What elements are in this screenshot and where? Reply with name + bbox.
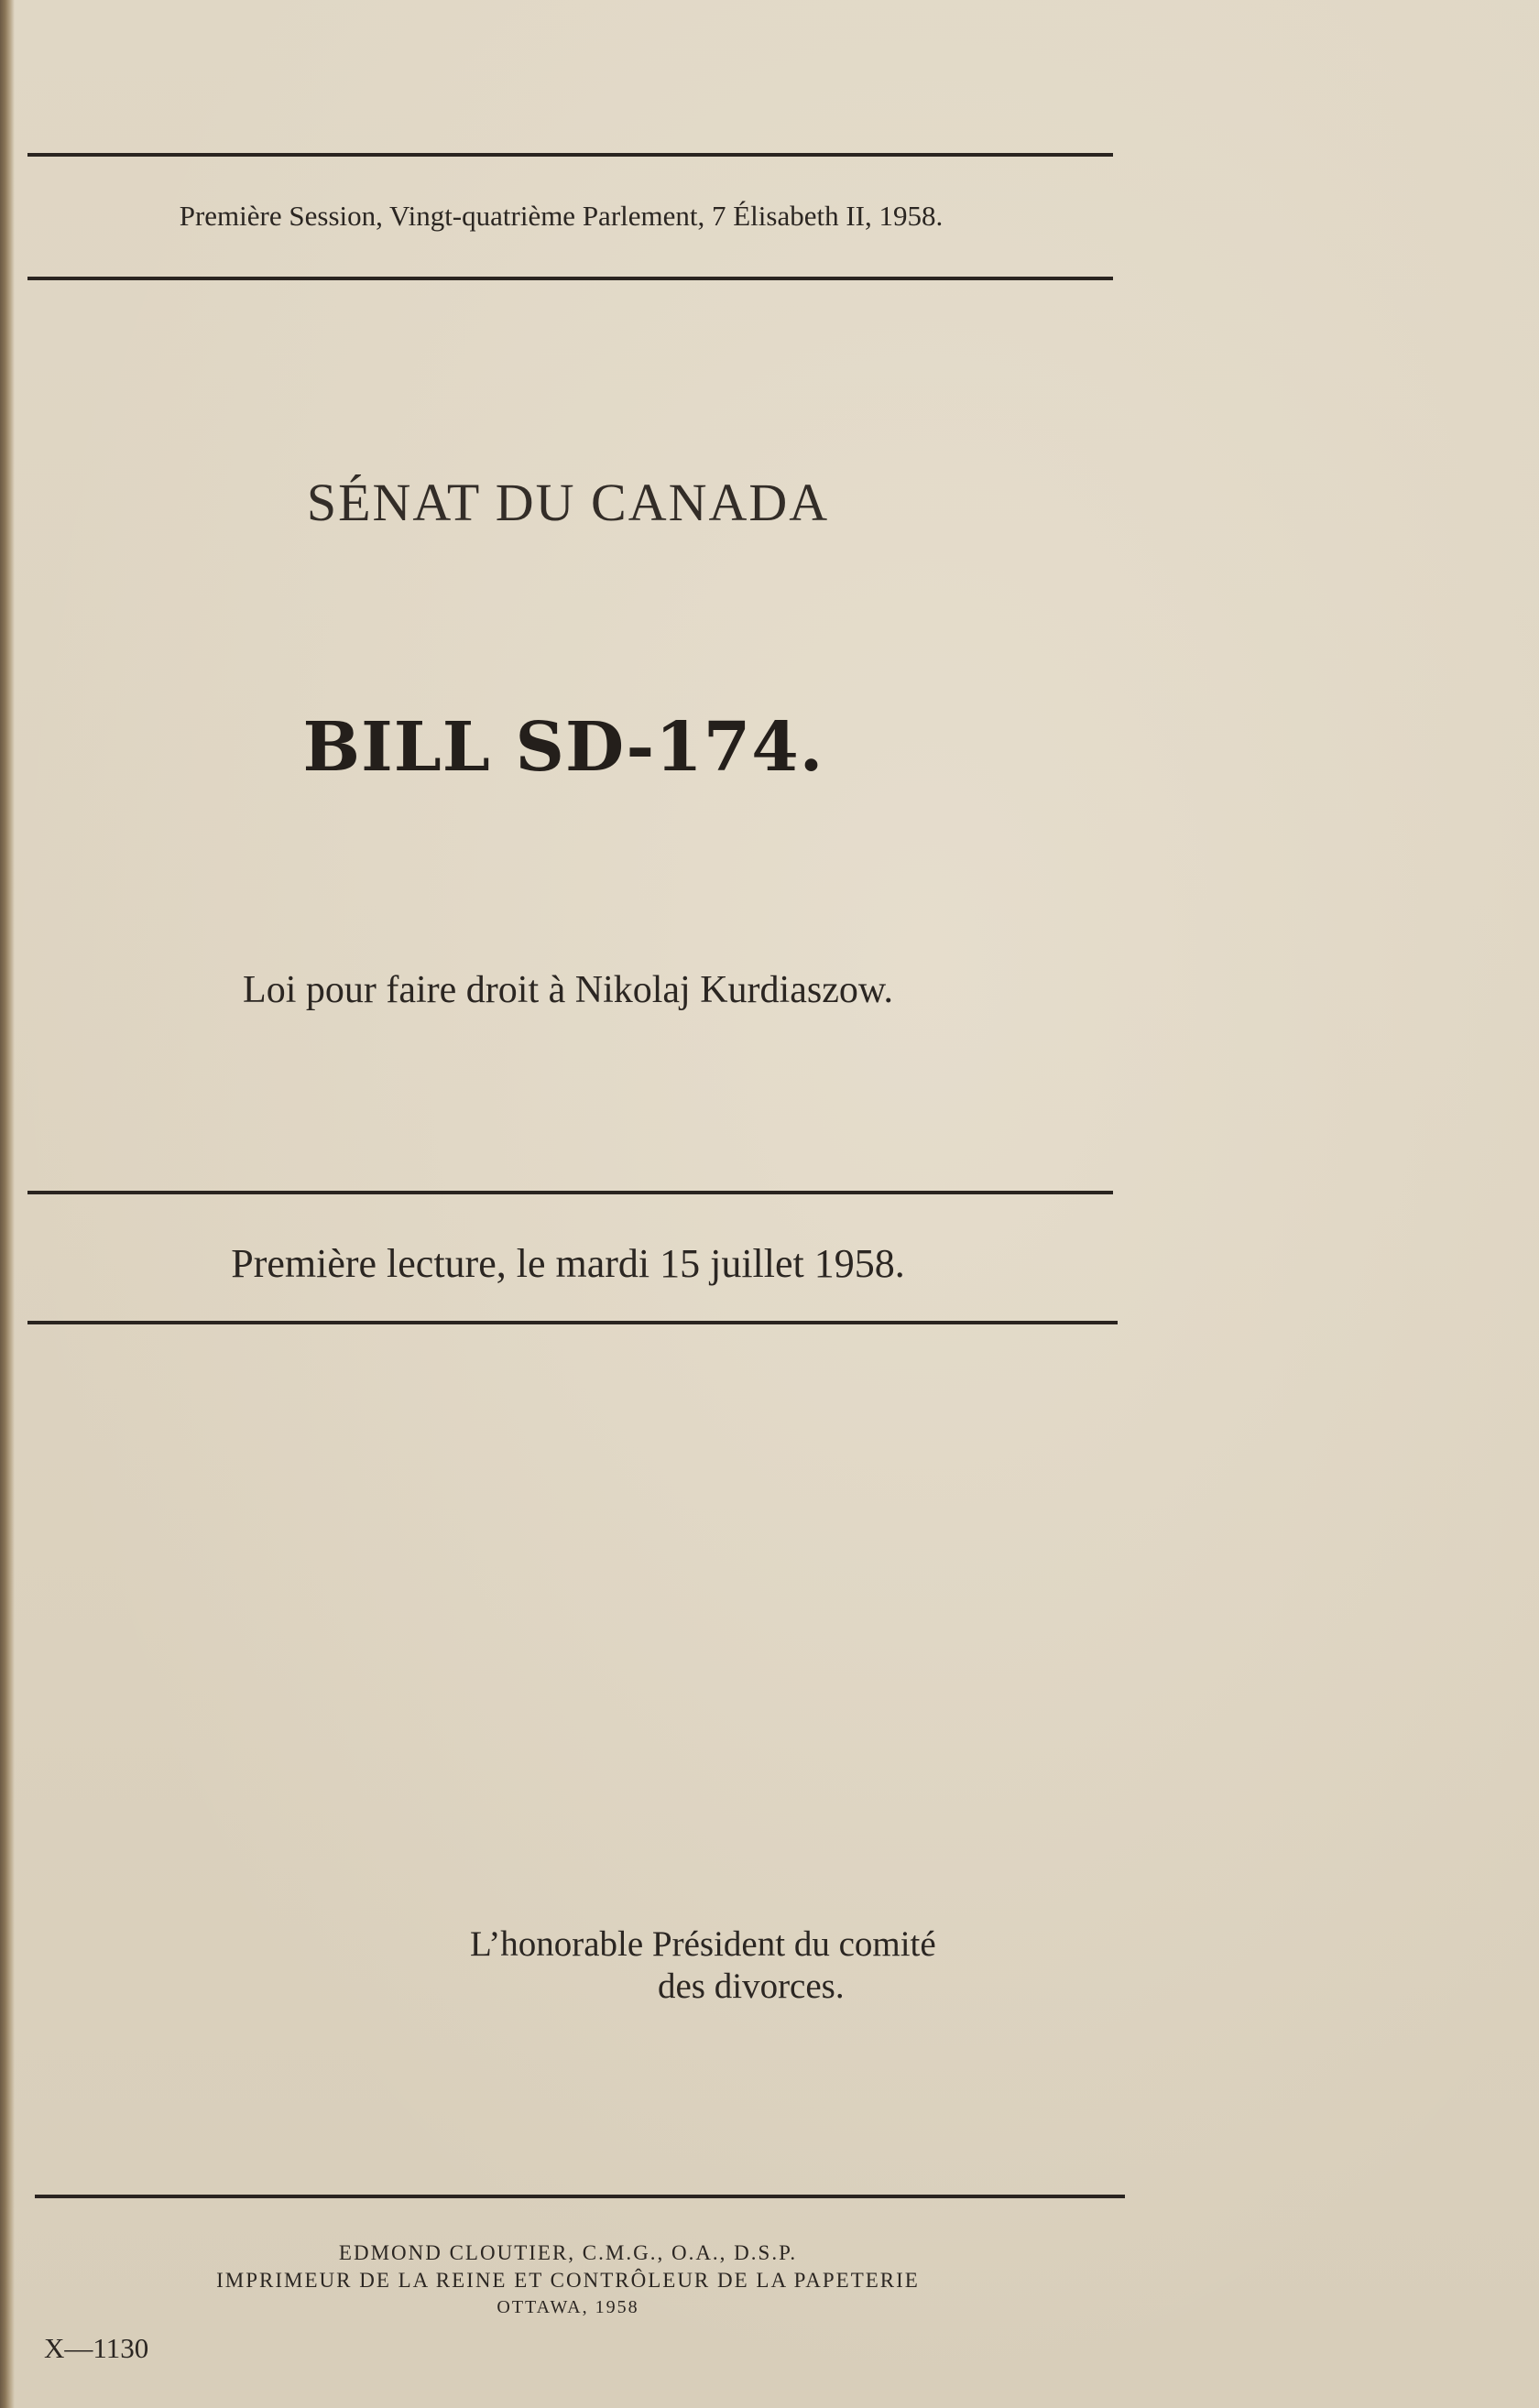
reading-rule-top	[27, 1191, 1113, 1194]
sponsor-line-1: L’honorable Président du comité	[470, 1924, 936, 1964]
header-rule-top	[27, 153, 1113, 157]
first-reading-date: Première lecture, le mardi 15 juillet 1958.	[231, 1241, 905, 1286]
binding-edge	[0, 0, 15, 2408]
header-rule-bottom	[27, 277, 1113, 280]
imprint-rule	[35, 2195, 1125, 2198]
reading-rule-bottom	[27, 1321, 1118, 1324]
chamber-heading: SÉNAT DU CANADA	[306, 473, 830, 532]
document-number: X—1130	[44, 2332, 149, 2364]
printer-name: EDMOND CLOUTIER, C.M.G., O.A., D.S.P.	[338, 2241, 798, 2264]
session-line: Première Session, Vingt-quatrième Parlement, 7 Élisabeth II, 1958.	[179, 200, 944, 232]
printer-title: IMPRIMEUR DE LA REINE ET CONTRÔLEUR DE LA PAPETERIE	[216, 2269, 920, 2292]
sponsor-line-2: des divorces.	[658, 1967, 845, 2006]
bill-title: Loi pour faire droit à Nikolaj Kurdiaszow.	[243, 969, 893, 1011]
bill-number: BILL SD-174.	[302, 708, 824, 787]
printer-place: OTTAWA, 1958	[497, 2297, 639, 2317]
